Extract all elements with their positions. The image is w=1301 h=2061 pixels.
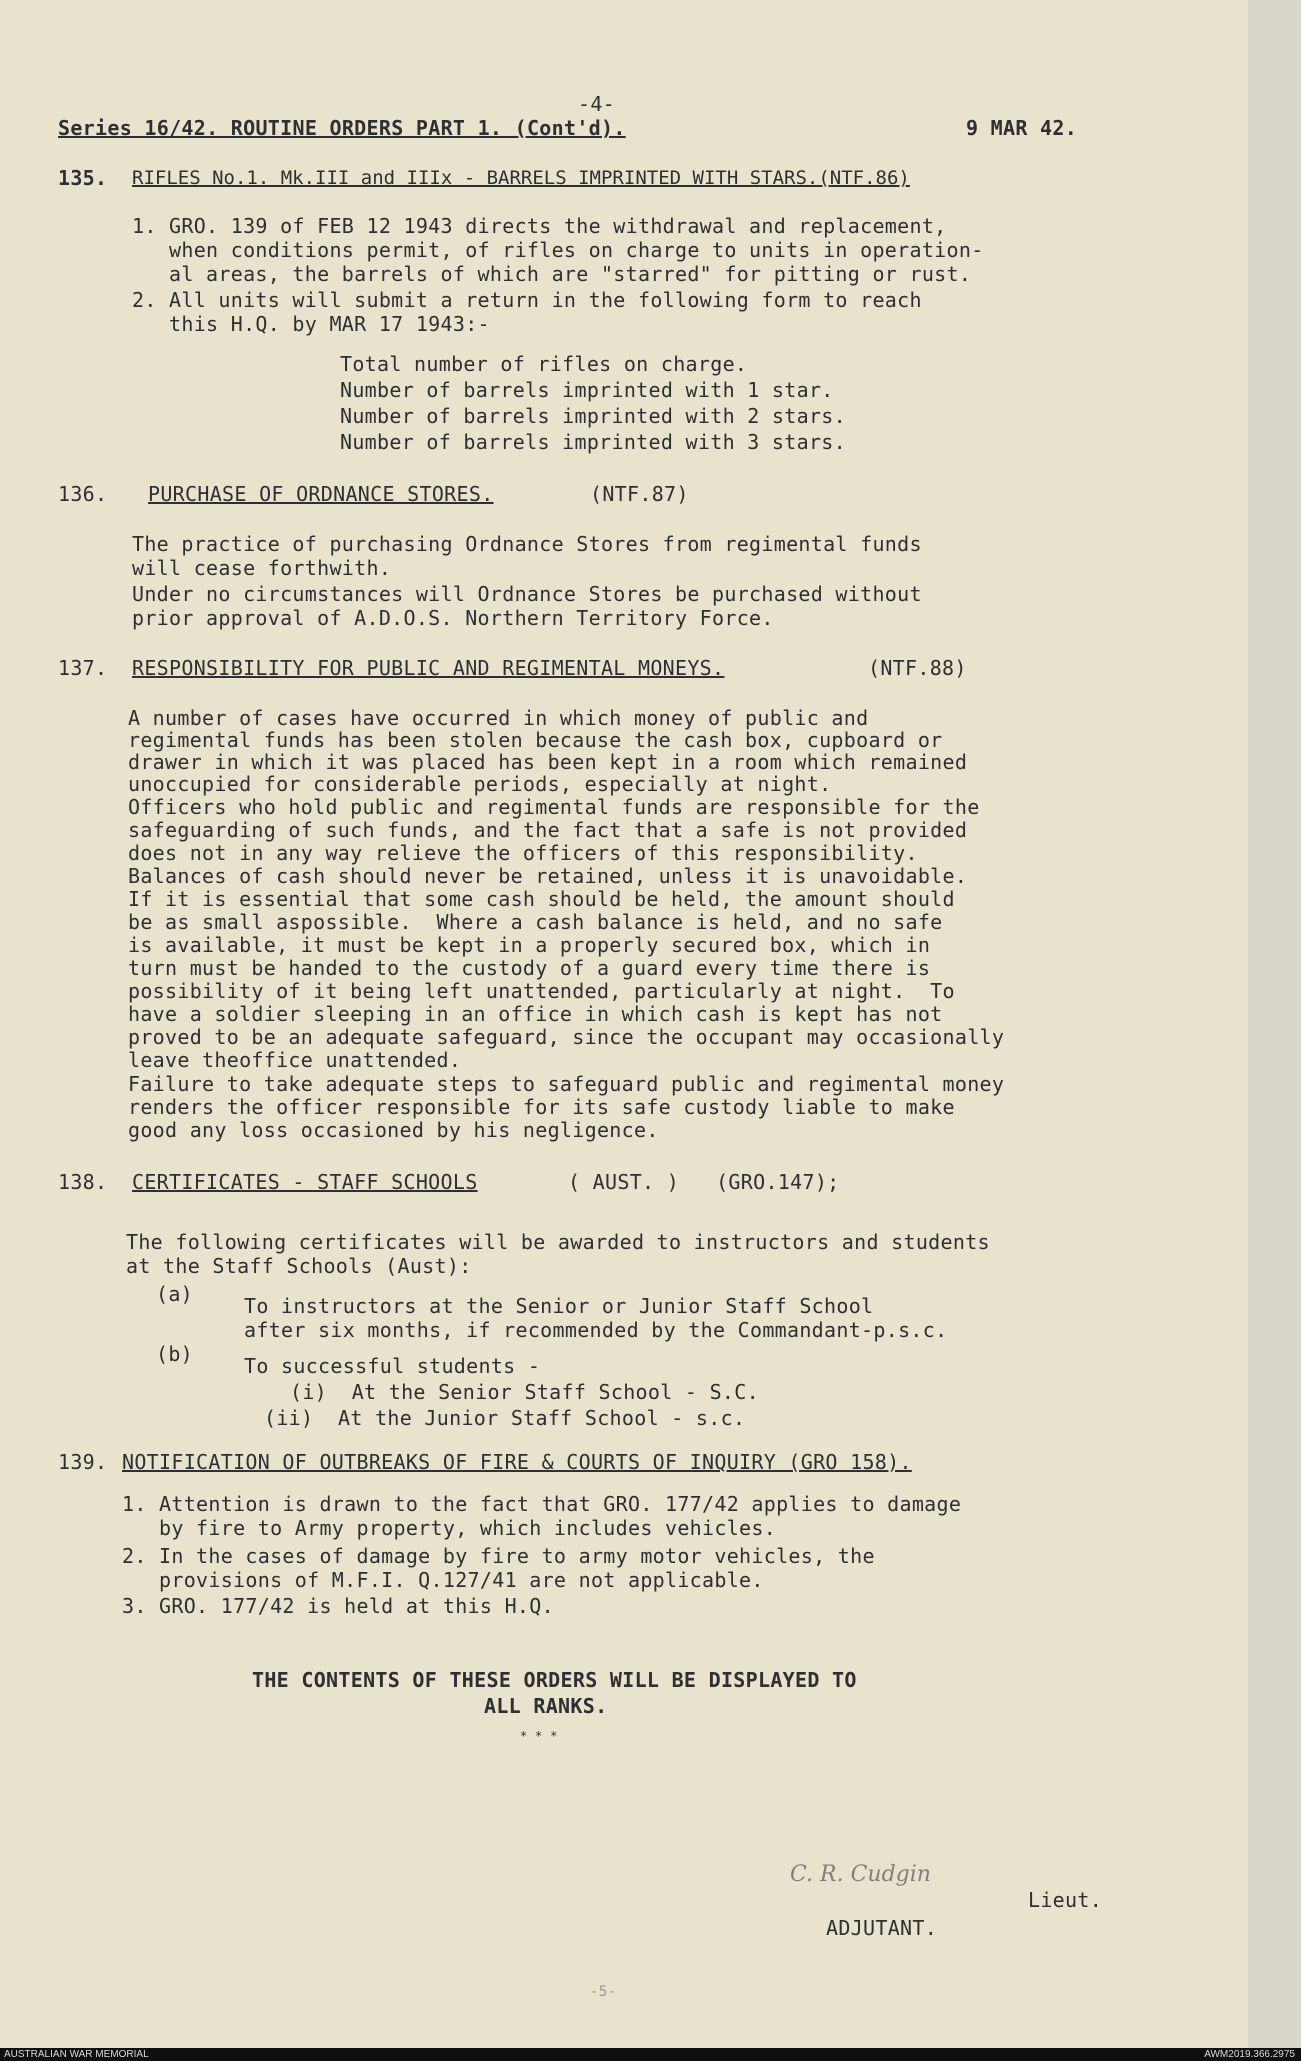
body-line: by fire to Army property, which includes vehicles. (122, 1516, 777, 1540)
body-line: does not in any way relieve the officers of this responsibility. (128, 841, 918, 865)
body-line: unoccupied for considerable periods, especially at night. (128, 772, 832, 796)
item-number-139: 139. (58, 1450, 108, 1474)
item-title-139: NOTIFICATION OF OUTBREAKS OF FIRE & COURTS OF INQUIRY (GRO 158). (122, 1450, 912, 1474)
item-ref-136: (NTF.87) (590, 482, 689, 506)
body-line: safeguarding of such funds, and the fact that a safe is not provided (128, 818, 968, 842)
body-line: If it is essential that some cash should be held, the amount should (128, 887, 955, 911)
archive-reference: AWM2019.366.2975 (1204, 2049, 1295, 2060)
body-line: proved to be an adequate safeguard, since the occupant may occasionally (128, 1025, 1005, 1049)
item-ref-137: (NTF.88) (868, 656, 967, 680)
body-line: provisions of M.F.I. Q.127/41 are not applicable. (122, 1568, 764, 1592)
body-line: A number of cases have occurred in which money of public and (128, 706, 869, 730)
item-title-138: CERTIFICATES - STAFF SCHOOLS (132, 1170, 478, 1194)
list-item: (ii) At the Junior Staff School - s.c. (264, 1406, 746, 1430)
body-line: 1. GRO. 139 of FEB 12 1943 directs the withdrawal and replacement, (132, 214, 947, 238)
return-line: Number of barrels imprinted with 1 star. (340, 378, 834, 402)
item-title-137: RESPONSIBILITY FOR PUBLIC AND REGIMENTAL MONEYS. (132, 656, 725, 680)
signature: C. R. Cudgin (790, 1862, 931, 1887)
body-line: 3. GRO. 177/42 is held at this H.Q. (122, 1594, 554, 1618)
archive-name: AUSTRALIAN WAR MEMORIAL (4, 2049, 149, 2060)
item-title-136: PURCHASE OF ORDNANCE STORES. (148, 482, 494, 506)
body-line: To instructors at the Senior or Junior Staff School (244, 1294, 874, 1318)
page-number: -4- (578, 92, 616, 116)
body-line: at the Staff Schools (Aust): (126, 1254, 472, 1278)
archive-caption-bar (0, 2048, 1301, 2061)
item-number-136: 136. (58, 482, 108, 506)
display-notice: THE CONTENTS OF THESE ORDERS WILL BE DISPLAYED TO (252, 1668, 857, 1692)
item-number-138: 138. (58, 1170, 108, 1194)
body-line: leave theoffice unattended. (128, 1048, 462, 1072)
series-heading: Series 16/42. ROUTINE ORDERS PART 1. (Cont'd). (58, 116, 626, 140)
body-line: is available, it must be kept in a properly secured box, which in (128, 933, 931, 957)
list-item: (i) At the Senior Staff School - S.C. (290, 1380, 759, 1404)
sub-label: (a) (156, 1282, 194, 1306)
item-number-135: 135. (58, 166, 108, 190)
return-line: Number of barrels imprinted with 2 stars. (340, 404, 846, 428)
body-line: prior approval of A.D.O.S. Northern Territory Force. (132, 606, 774, 630)
body-line: al areas, the barrels of which are "starred" for pitting or rust. (132, 262, 972, 286)
body-line: good any loss occasioned by his negligence. (128, 1118, 659, 1142)
sub-label: (b) (156, 1342, 194, 1366)
body-line: possibility of it being left unattended, particularly at night. To (128, 979, 955, 1003)
body-line: Failure to take adequate steps to safeguard public and regimental money (128, 1072, 1005, 1096)
body-line: regimental funds has been stolen because the cash box, cupboard or (128, 728, 943, 752)
display-notice: ALL RANKS. (484, 1694, 608, 1718)
body-line: Under no circumstances will Ordnance Stores be purchased without (132, 582, 922, 606)
order-date: 9 MAR 42. (966, 116, 1078, 140)
body-line: after six months, if recommended by the Commandant-p.s.c. (244, 1318, 948, 1342)
body-line: 2. In the cases of damage by fire to army motor vehicles, the (122, 1544, 875, 1568)
scan-margin (1248, 0, 1301, 2048)
body-line: have a soldier sleeping in an office in which cash is kept has not (128, 1002, 943, 1026)
body-line: this H.Q. by MAR 17 1943:- (132, 312, 490, 336)
body-line: Balances of cash should never be retained, unless it is unavoidable. (128, 864, 968, 888)
adjutant-label: ADJUTANT. (826, 1916, 938, 1940)
body-line: To successful students - (244, 1354, 541, 1378)
body-line: 2. All units will submit a return in the following form to reach (132, 288, 922, 312)
body-line: The following certificates will be awarded to instructors and students (126, 1230, 990, 1254)
item-title-135: RIFLES No.1. Mk.III and IIIx - BARRELS IMPRINTED WITH STARS.(NTF.86) (132, 167, 910, 189)
body-line: The practice of purchasing Ordnance Stores from regimental funds (132, 532, 922, 556)
body-line: 1. Attention is drawn to the fact that GRO. 177/42 applies to damage (122, 1492, 962, 1516)
item-number-137: 137. (58, 656, 108, 680)
page-end-marker: -5- (590, 1984, 617, 2000)
return-line: Total number of rifles on charge. (340, 352, 748, 376)
body-line: when conditions permit, of rifles on charge to units in operation- (132, 238, 984, 262)
item-title-tail-138: ( AUST. ) (GRO.147); (568, 1170, 840, 1194)
body-line: be as small aspossible. Where a cash balance is held, and no safe (128, 910, 943, 934)
rank-label: Lieut. (1028, 1888, 1103, 1912)
body-line: will cease forthwith. (132, 556, 392, 580)
body-line: drawer in which it was placed has been kept in a room which remained (128, 750, 968, 774)
return-line: Number of barrels imprinted with 3 stars. (340, 430, 846, 454)
body-line: renders the officer responsible for its safe custody liable to make (128, 1095, 955, 1119)
body-line: turn must be handed to the custody of a guard every time there is (128, 956, 931, 980)
separator-stars: * * * (520, 1729, 558, 1743)
body-line: Officers who hold public and regimental funds are responsible for the (128, 795, 980, 819)
